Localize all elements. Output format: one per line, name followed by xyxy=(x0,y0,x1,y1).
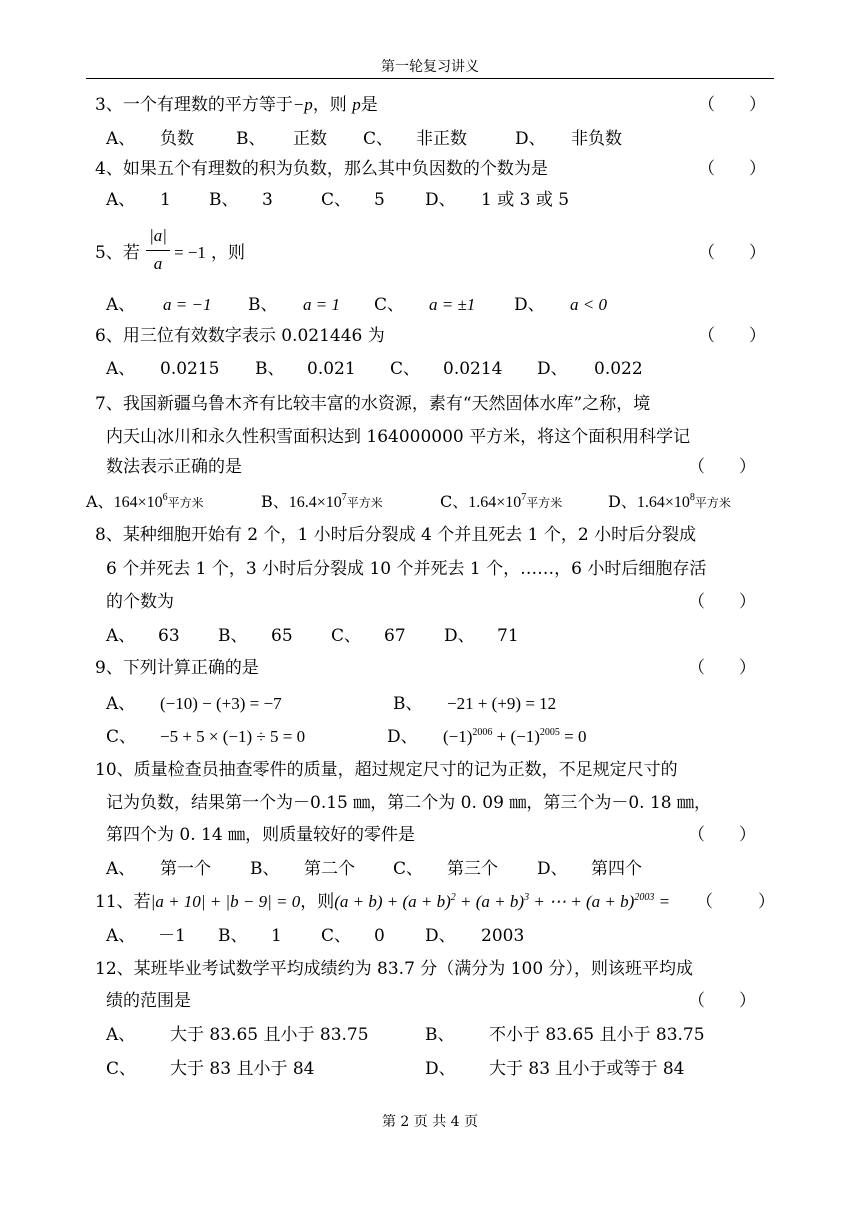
q5-denominator: a xyxy=(153,254,163,273)
option-label: D、 xyxy=(537,859,568,879)
option-d-part: (−1) xyxy=(443,727,473,746)
option-c: 5 xyxy=(374,190,385,210)
option-label: B、 xyxy=(250,859,280,879)
option-label: B、 xyxy=(255,359,285,379)
q11-expr-part: (a + b) + (a + b) xyxy=(334,892,451,911)
q11-exponent: 3 xyxy=(524,892,530,903)
q6-options xyxy=(0,354,860,384)
option-label: D、 xyxy=(608,492,637,511)
option-label: C、 xyxy=(390,359,421,379)
option-d-part: = 0 xyxy=(559,727,587,746)
option-d-exponent: 8 xyxy=(689,492,695,503)
answer-paren-open: （ xyxy=(696,892,713,912)
option-d: 1.64×10 xyxy=(636,494,690,511)
option-label: A、 xyxy=(106,626,136,646)
answer-paren: （ ） xyxy=(688,825,756,845)
question-9 xyxy=(0,653,860,683)
option-c: 67 xyxy=(384,626,406,646)
option-a: 0.0215 xyxy=(160,359,220,379)
q11-text: 11、若 xyxy=(95,892,151,912)
page-header-title: 第一轮复习讲义 xyxy=(381,59,479,75)
option-label: C、 xyxy=(106,1059,137,1079)
option-label: B、 xyxy=(218,926,248,946)
q12-text: 12、某班毕业考试数学平均成绩约为 83.7 分（满分为 100 分），则该班平均成 xyxy=(95,959,694,979)
option-a: (−10) − (+3) = −7 xyxy=(160,694,282,713)
option-label: B、 xyxy=(236,129,266,149)
option-label: B、 xyxy=(218,626,248,646)
question-11 xyxy=(0,887,860,917)
option-a: 1 xyxy=(160,190,171,210)
option-d: 2003 xyxy=(481,926,525,946)
option-label: C、 xyxy=(331,626,362,646)
option-label: C、 xyxy=(440,492,469,511)
option-label: C、 xyxy=(321,926,352,946)
question-4 xyxy=(0,154,860,184)
option-label: B、 xyxy=(209,190,239,210)
question-12-line-2 xyxy=(0,986,860,1016)
option-label: C、 xyxy=(363,129,394,149)
option-b: 65 xyxy=(271,626,293,646)
answer-paren: （ ） xyxy=(698,95,766,115)
q11-expression xyxy=(334,892,670,911)
answer-paren: （ ） xyxy=(698,326,766,346)
q10-options xyxy=(0,854,860,884)
option-label: A、 xyxy=(106,129,136,149)
q4-options xyxy=(0,185,860,215)
q10-text: 记为负数，结果第一个为－0.15 ㎜，第二个为 0. 09 ㎜，第三个为－0. 18 ㎜， xyxy=(106,793,711,813)
question-12-line-1 xyxy=(0,954,860,984)
option-c-exponent: 7 xyxy=(521,492,527,503)
option-label: A、 xyxy=(106,190,136,210)
q5-options xyxy=(0,290,860,320)
option-label: A、 xyxy=(106,1025,136,1045)
option-label: D、 xyxy=(537,359,568,379)
option-a: 负数 xyxy=(160,129,194,149)
q11-options xyxy=(0,921,860,951)
option-c: 0.0214 xyxy=(443,359,503,379)
header-divider xyxy=(86,78,774,79)
q8-text: 的个数为 xyxy=(106,592,174,612)
q3-expr: −p xyxy=(292,95,313,114)
q7-options xyxy=(0,487,860,517)
question-10-line-3 xyxy=(0,820,860,850)
option-d: 非负数 xyxy=(571,129,622,149)
q11-exponent: 2003 xyxy=(634,892,655,903)
option-label: D、 xyxy=(425,926,456,946)
q10-text: 第四个为 0. 14 ㎜，则质量较好的零件是 xyxy=(106,825,416,845)
option-label: D、 xyxy=(515,129,546,149)
option-d: 第四个 xyxy=(591,859,642,879)
question-8-line-2 xyxy=(0,554,860,584)
option-label: A、 xyxy=(106,295,136,315)
q7-text: 数法表示正确的是 xyxy=(106,457,242,477)
option-label: D、 xyxy=(425,1059,456,1079)
question-8-line-1 xyxy=(0,520,860,550)
option-label: B、 xyxy=(425,1025,455,1045)
answer-paren-close: ） xyxy=(758,892,775,912)
option-label: C、 xyxy=(321,190,352,210)
option-label: D、 xyxy=(514,295,545,315)
option-d: 大于 83 且小于或等于 84 xyxy=(489,1059,685,1079)
q9-options-row-1 xyxy=(0,689,860,719)
q7-text: 内天山冰川和永久性积雪面积达到 164000000 平方米，将这个面积用科学记 xyxy=(106,427,691,447)
answer-paren: （ ） xyxy=(698,159,766,179)
q3-options xyxy=(0,124,860,154)
q4-text: 4、如果五个有理数的积为负数，那么其中负因数的个数为是 xyxy=(95,159,548,179)
option-label: A、 xyxy=(106,694,136,714)
q6-text: 6、用三位有效数字表示 0.021446 为 xyxy=(95,326,385,346)
option-c: 1.64×10 xyxy=(468,494,522,511)
option-label: B、 xyxy=(261,492,289,511)
option-b: 0.021 xyxy=(307,359,356,379)
option-a: －1 xyxy=(158,926,186,946)
answer-paren: （ ） xyxy=(688,991,756,1011)
option-d-unit: 平方米 xyxy=(694,496,731,510)
option-b-unit: 平方米 xyxy=(346,496,383,510)
option-b-exponent: 7 xyxy=(341,492,347,503)
question-10-line-1 xyxy=(0,755,860,785)
option-a: 第一个 xyxy=(160,859,211,879)
option-label: A、 xyxy=(106,359,136,379)
answer-paren: （ ） xyxy=(688,592,756,612)
q11-exponent: 2 xyxy=(450,892,456,903)
question-7-line-2 xyxy=(0,422,860,452)
option-label: B、 xyxy=(248,295,278,315)
option-d-part: + (−1) xyxy=(492,727,540,746)
option-c: a = ±1 xyxy=(429,295,476,314)
question-5 xyxy=(0,226,860,273)
question-10-line-2 xyxy=(0,788,860,818)
option-a: a = −1 xyxy=(163,295,212,314)
question-6 xyxy=(0,321,860,351)
option-b: 3 xyxy=(262,190,273,210)
q3-text-c: 是 xyxy=(360,95,378,115)
option-label: D、 xyxy=(425,190,456,210)
q11-expr-part: + (a + b) xyxy=(455,892,525,911)
option-b: 不小于 83.65 且小于 83.75 xyxy=(489,1025,705,1045)
question-7-line-1 xyxy=(0,389,860,419)
option-label: C、 xyxy=(106,727,137,747)
q5-numerator: |a| xyxy=(149,226,167,245)
option-b: 1 xyxy=(271,926,282,946)
q5-equals: = −1 xyxy=(174,243,206,262)
option-label: C、 xyxy=(374,295,405,315)
option-c: 第三个 xyxy=(447,859,498,879)
fraction-bar xyxy=(146,250,170,251)
q12-options-row-2 xyxy=(0,1054,860,1084)
option-a: 164×10 xyxy=(113,494,163,511)
q8-options xyxy=(0,621,860,651)
option-a: 63 xyxy=(158,626,180,646)
option-b: a = 1 xyxy=(303,295,340,314)
option-label: A、 xyxy=(86,492,114,511)
option-a-exponent: 6 xyxy=(162,492,168,503)
question-8-line-3 xyxy=(0,587,860,617)
option-label: B、 xyxy=(393,694,423,714)
option-d xyxy=(443,722,587,752)
option-label: C、 xyxy=(393,859,424,879)
q3-var: p xyxy=(352,95,361,114)
option-d-exponent: 2005 xyxy=(539,727,560,738)
option-b: 第二个 xyxy=(304,859,355,879)
option-b: 16.4×10 xyxy=(288,494,342,511)
option-c: 大于 83 且小于 84 xyxy=(170,1059,315,1079)
q11-expr-part: = xyxy=(654,892,671,911)
option-c: 0 xyxy=(374,926,385,946)
question-7-line-3 xyxy=(0,452,860,482)
q11-condition: |a + 10| + |b − 9| = 0 xyxy=(150,892,301,911)
q9-text: 9、下列计算正确的是 xyxy=(95,658,259,678)
option-d: 0.022 xyxy=(594,359,643,379)
q5-text-b: ，则 xyxy=(211,243,245,263)
page-footer: 第 2 页 共 4 页 xyxy=(381,1114,479,1130)
option-label: D、 xyxy=(387,727,418,747)
option-c-unit: 平方米 xyxy=(526,496,563,510)
answer-paren: （ ） xyxy=(688,658,756,678)
option-d-exponent: 2006 xyxy=(472,727,493,738)
option-c: 非正数 xyxy=(416,129,467,149)
option-a: 大于 83.65 且小于 83.75 xyxy=(170,1025,369,1045)
q8-text: 8、某种细胞开始有 2 个，1 小时后分裂成 4 个并且死去 1 个，2 小时后分裂成 xyxy=(95,525,697,545)
option-d: 1 或 3 或 5 xyxy=(481,190,570,210)
option-b: −21 + (+9) = 12 xyxy=(447,694,557,713)
option-label: A、 xyxy=(106,859,136,879)
option-d: a < 0 xyxy=(570,295,607,314)
option-c: −5 + 5 × (−1) ÷ 5 = 0 xyxy=(160,727,306,746)
q3-text-b: ，则 xyxy=(312,95,347,115)
q12-options-row-1 xyxy=(0,1020,860,1050)
option-label: A、 xyxy=(106,926,136,946)
answer-paren: （ ） xyxy=(698,243,766,263)
q11-text-b: ，则 xyxy=(300,892,335,912)
q5-text: 5、若 xyxy=(95,243,140,263)
option-label: D、 xyxy=(444,626,475,646)
option-b: 正数 xyxy=(293,129,327,149)
option-a-unit: 平方米 xyxy=(167,496,204,510)
q7-text: 7、我国新疆乌鲁木齐有比较丰富的水资源，素有“天然固体水库”之称，境 xyxy=(95,394,651,414)
answer-paren: （ ） xyxy=(688,457,756,477)
question-3 xyxy=(0,90,860,120)
q9-options-row-2 xyxy=(0,722,860,752)
q3-text: 3、一个有理数的平方等于 xyxy=(95,95,293,115)
q12-text: 绩的范围是 xyxy=(106,991,191,1011)
q11-expr-part: + ⋯ + (a + b) xyxy=(529,892,635,911)
q8-text: 6 个并死去 1 个，3 小时后分裂成 10 个并死去 1 个，……，6 小时后细胞存活 xyxy=(106,559,707,579)
option-d: 71 xyxy=(497,626,519,646)
q10-text: 10、质量检查员抽查零件的质量，超过规定尺寸的记为正数，不足规定尺寸的 xyxy=(95,760,678,780)
